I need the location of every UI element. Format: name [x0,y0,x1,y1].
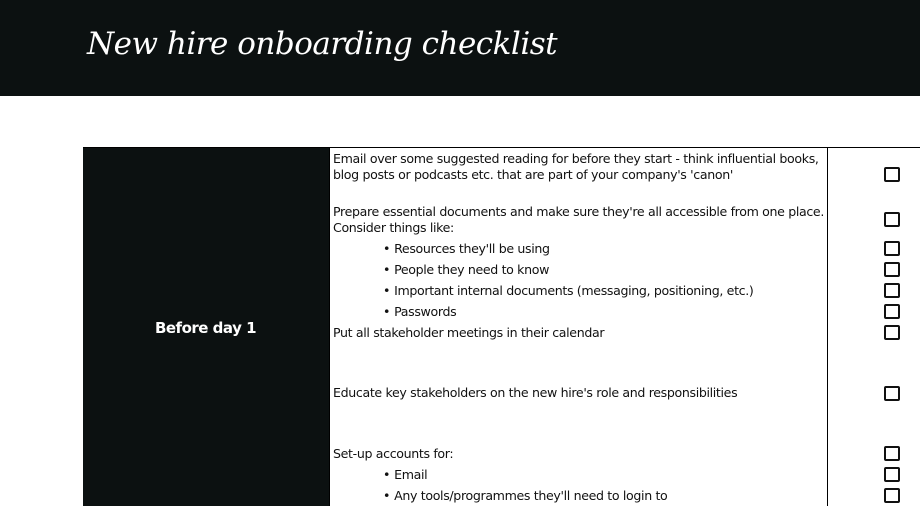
task-checkbox[interactable] [884,467,900,482]
subtask-text: • People they need to know [383,262,878,278]
section-label: Before day 1 [154,318,257,337]
column-divider [329,148,330,506]
task-checkbox[interactable] [884,386,900,401]
task-text: Email over some suggested reading for before they start - think influential books, blog posts or podcasts etc. that are part of your company's 'canon' [333,151,819,182]
task-checkbox[interactable] [884,262,900,277]
task-checkbox[interactable] [884,212,900,227]
checklist-table [83,147,920,506]
page-title: New hire onboarding checklist [87,26,558,62]
subtask-text: • Email [383,467,878,483]
header-banner [0,0,920,96]
task-checkbox[interactable] [884,304,900,319]
task-checkbox[interactable] [884,241,900,256]
subtask-text: • Important internal documents (messaging, positioning, etc.) [383,283,878,299]
task-checkbox[interactable] [884,446,900,461]
subtask-text: • Any tools/programmes they'll need to login to [383,488,878,504]
section-cell [83,148,329,506]
task-checkbox[interactable] [884,488,900,503]
subtask-text: • Resources they'll be using [383,241,878,257]
task-text: Prepare essential documents and make sure they're all accessible from one place. Consider things like: [333,204,824,235]
task-checkbox[interactable] [884,167,900,182]
task-text: Put all stakeholder meetings in their calendar [333,325,605,340]
task-text: Educate key stakeholders on the new hire's role and responsibilities [333,385,738,400]
task-text: Set-up accounts for: [333,446,454,461]
task-checkbox[interactable] [884,283,900,298]
subtask-text: • Passwords [383,304,878,320]
task-checkbox[interactable] [884,325,900,340]
